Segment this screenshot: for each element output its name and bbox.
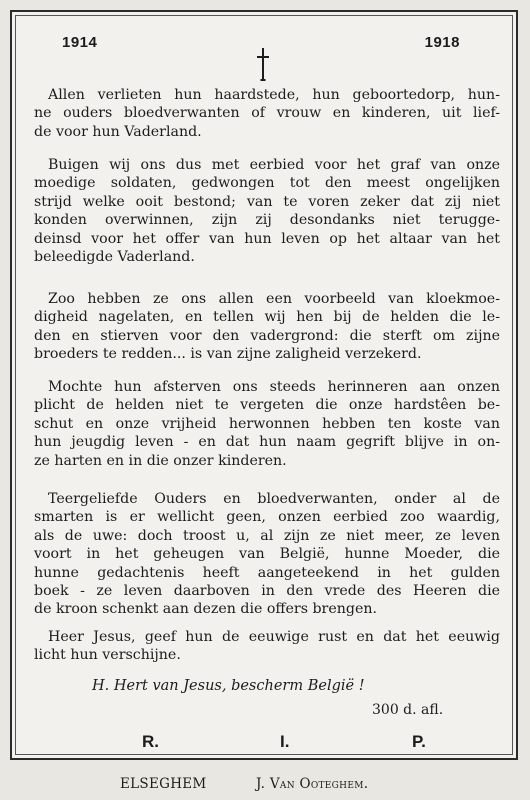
text-line: moedige soldaten, gedwongen tot den meest ongelijken [34, 175, 500, 192]
paragraph-2 [34, 156, 500, 266]
text-line: als de uwe: doch troost u, al zijn ze niet meer, ze leven [34, 527, 500, 544]
year-start: 1914 [62, 34, 98, 51]
text-line: hun jeugdig leven - en dat hun naam gegrift blijve in on- [34, 434, 500, 451]
paragraph-1 [34, 86, 500, 141]
text-line: de kroon schenkt aan dezen die offers brengen. [34, 601, 378, 618]
invocation: H. Hert van Jesus, bescherm België ! [92, 678, 365, 694]
memorial-card [10, 10, 518, 760]
paragraph-5 [34, 490, 500, 619]
text-line: broeders te redden... is van zijne zaligheid verzekerd. [34, 346, 422, 363]
text-line: Zoo hebben ze ons allen een voorbeeld van kloekmoe- [48, 291, 500, 307]
paragraph-3 [34, 290, 500, 364]
text-line: smarten is er wellicht geen, onzen eerbied zoo waardig, [34, 509, 500, 526]
text-line: de voor hun Vaderland. [34, 123, 202, 140]
rip-letter-p: P. [412, 732, 426, 751]
text-line: Heer Jesus, geef hun de eeuwige rust en dat het eeuwig [48, 629, 500, 645]
printer-name: J. Van Ooteghem. [256, 776, 369, 792]
paragraph-4 [34, 378, 500, 470]
text-line: deinsd voor het offer van hun leven op het altaar van het [34, 230, 500, 247]
text-line: boek - ze leven daarboven in den vrede des Heeren die [34, 583, 500, 600]
text-line: schut en onze vrijheid herwonnen hebben ten koste van [34, 415, 500, 432]
text-line: Mochte hun afsterven ons steeds herinneren aan onzen [48, 379, 500, 395]
text-line: konden overwinnen, zijn zij desondanks niet terugge- [34, 212, 500, 229]
text-line: plicht de helden niet te vergeten die onze hardstêen be- [34, 397, 500, 414]
text-line: hunne gedachtenis heeft aangeteekend in het gulden [34, 564, 500, 581]
rip-letter-r: R. [142, 732, 159, 751]
year-end: 1918 [424, 34, 460, 51]
rip-letter-i: I. [280, 732, 290, 751]
printer-city: ELSEGHEM [120, 776, 207, 792]
paragraph-6 [34, 628, 500, 665]
text-line: strijd welke ooit bestond; van te voren zeker dat zij niet [34, 193, 500, 210]
text-line: beleedigde Vaderland. [34, 249, 195, 266]
text-line: ze harten en in die onzer kinderen. [34, 452, 287, 469]
text-line: voort in het geheugen van België, hunne Moeder, die [34, 546, 500, 563]
cross-icon [256, 48, 270, 88]
text-line: Buigen wij ons dus met eerbied voor het graf van onze [48, 157, 500, 173]
text-line: ne ouders bloedverwanten of vrouw en kinderen, uit lief- [34, 105, 500, 122]
text-line: den en stierven voor den vadergrond: die sterft om zijne [34, 327, 500, 344]
text-line: Teergeliefde Ouders en bloedverwanten, onder al de [48, 491, 500, 507]
indulgence-note: 300 d. afl. [372, 702, 444, 718]
text-line: licht hun verschijne. [34, 647, 181, 664]
text-line: digheid nagelaten, en tellen wij hen bij de helden die le- [34, 309, 500, 326]
text-line: Allen verlieten hun haardstede, hun geboortedorp, hun- [48, 87, 500, 103]
